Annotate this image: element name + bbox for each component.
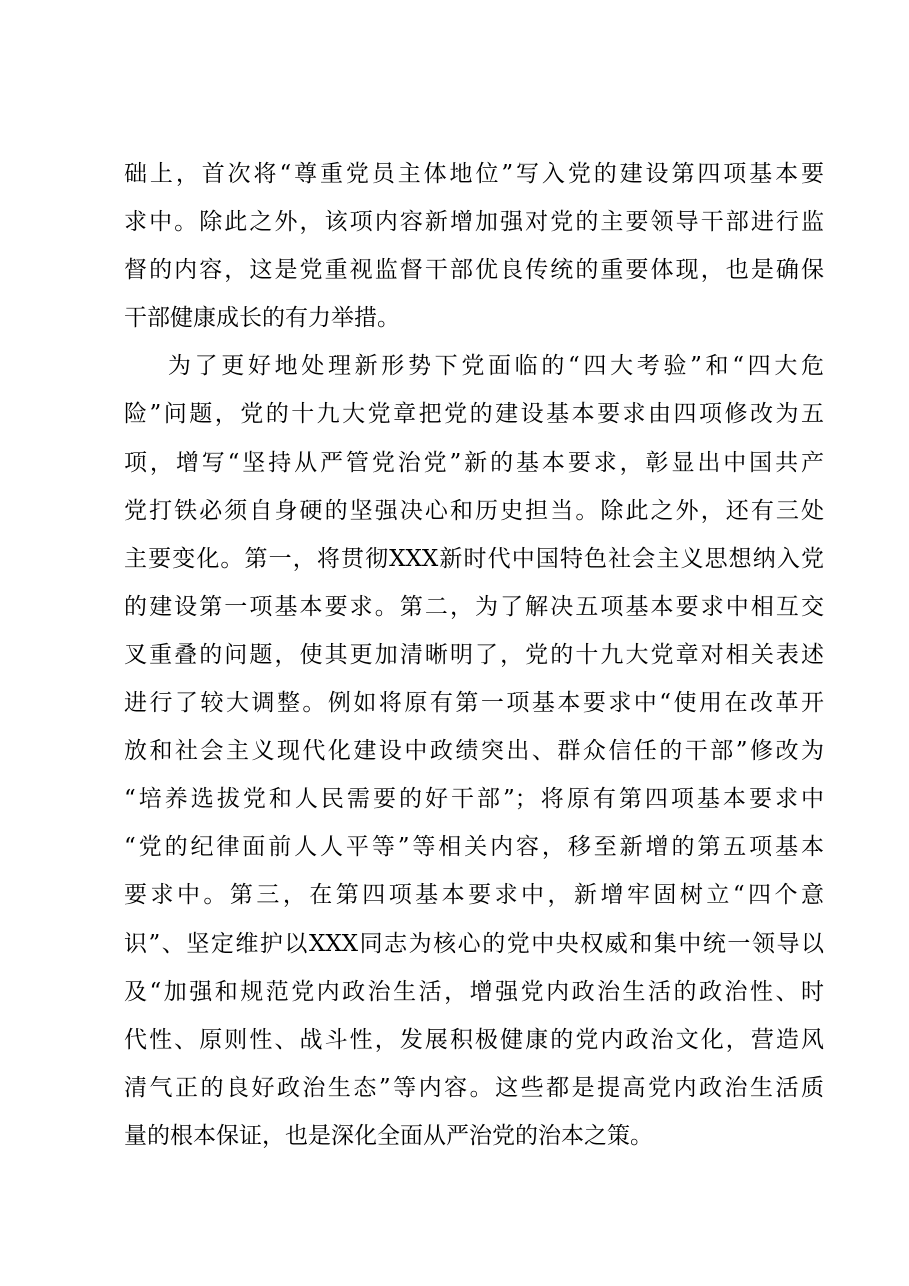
document-body <box>124 150 824 1160</box>
text-line: 督的内容，这是党重视监督干部优良传统的重要体现，也是确保 <box>124 257 824 284</box>
text-line: 险”问题，党的十九大党章把党的建设基本要求由四项修改为五 <box>124 401 824 428</box>
text-line: 的建设第一项基本要求。第二，为了解决五项基本要求中相互交 <box>124 593 824 620</box>
text-line: 进行了较大调整。例如将原有第一项基本要求中“使用在改革开 <box>124 690 824 717</box>
text-line: 项，增写“坚持从严管党治党”新的基本要求，彰显出中国共产 <box>124 449 824 476</box>
text-line: 党打铁必须自身硬的坚强决心和历史担当。除此之外，还有三处 <box>124 497 824 524</box>
paragraph-1 <box>124 150 824 342</box>
text-line: 为了更好地处理新形势下党面临的“四大考验”和“四大危 <box>124 353 824 380</box>
text-line: 础上，首次将“尊重党员主体地位”写入党的建设第四项基本要 <box>124 161 824 187</box>
text-line: 叉重叠的问题，使其更加清晰明了，党的十九大党章对相关表述 <box>124 641 824 668</box>
text-line: 干部健康成长的有力举措。 <box>124 305 400 332</box>
text-line: “党的纪律面前人人平等”等相关内容，移至新增的第五项基本 <box>124 834 824 861</box>
text-line: 量的根本保证，也是深化全面从严治党的治本之策。 <box>124 1122 653 1149</box>
text-line: “培养选拔党和人民需要的好干部”；将原有第四项基本要求中 <box>124 786 824 813</box>
text-line: 及“加强和规范党内政治生活，增强党内政治生活的政治性、时 <box>124 978 824 1005</box>
text-line: 清气正的良好政治生态”等内容。这些都是提高党内政治生活质 <box>124 1074 824 1101</box>
text-line: 主要变化。第一，将贯彻XXX新时代中国特色社会主义思想纳入党 <box>124 545 824 572</box>
text-line: 要求中。第三，在第四项基本要求中，新增牢固树立“四个意 <box>124 882 824 909</box>
text-line: 代性、原则性、战斗性，发展积极健康的党内政治文化，营造风 <box>124 1026 824 1053</box>
text-line: 放和社会主义现代化建设中政绩突出、群众信任的干部”修改为 <box>124 738 824 765</box>
text-line: 求中。除此之外，该项内容新增加强对党的主要领导干部进行监 <box>124 209 824 236</box>
text-line: 识”、坚定维护以XXX同志为核心的党中央权威和集中统一领导以 <box>124 930 824 957</box>
paragraph-2 <box>124 342 824 1160</box>
